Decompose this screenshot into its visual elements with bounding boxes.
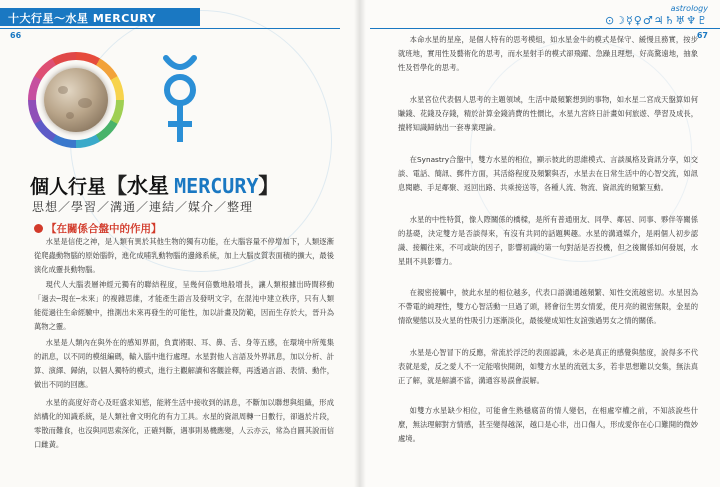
title-planet-zh: 水星 [127,173,170,198]
body-paragraph: 現代人大腦表層神經元獨有的聯結程度，呈幾何倍數地般增長，讓人類根據出時間移動「過去─現在─未來」的複雜思維，才能產生語言及發明文字，在混沌中建立秩序，只有人類能從過往生命經驗中，推測出未來再發生的可能性，加以計畫及防範，因而生存於大，晉升為萬物之靈。 [34,280,334,332]
page-number-left: 66 [10,31,22,40]
header-rule-left [0,28,340,29]
title-bracket-open: 【 [106,173,128,198]
body-paragraph: 在Synastry合盤中，雙方水星的相位，顯示彼此的思維模式、言談風格及資訊分享，如交談、電話、簡訊、郵件方面，其活絡程度及頻繁與否，水星去在日常生活中的心智交流，如訊息閱聽、手足鄰聚、返回出路、共乘接送等，各種人流、物流、資訊流的頻繁互動。 [398,155,698,193]
book-gutter [354,0,366,487]
title-bracket-close: 】 [258,173,280,198]
page-title [30,170,279,200]
body-paragraph: 水星是信使之神，是人類有異於其他生物的獨有功能，在大腦容量不停增加下，人類逐漸從爬蟲動物腦的原始腦幹，進化成哺乳動物腦的邊緣系統，加上大腦皮質表面積的擴大，最後演化成靈長動物腦。 [34,237,334,275]
body-paragraph: 本命水星的星座，是個人特有的思考模組，如水星金牛的模式是保守、緩慢且務實，按步就班地，實用性及藝術化的思考，而水星射手的模式卻飛躍、急躁且理想，好高騖遠地，抽象性及哲學化的思考。 [398,35,698,73]
body-paragraph: 水星是心智冒下的反應，常流於浮泛的表面認識，未必是真正的感覺與態度，說得多不代表就是愛，反之愛人不一定能嘻快開朗，如雙方水星的流剋太多，若非思想難以交集，無法真正了解，就是解讀不當，溝通容易誤會誤解。 [398,348,698,386]
section-bullet-icon [34,224,43,233]
title-category: 個人行星 [30,176,107,198]
mercury-symbol-icon [160,54,200,150]
body-paragraph: 如雙方水星缺少相位，可能會生熟穩腐苗的情人變侶，在相處窄權之前，不知該說些什麼，無法理解對方情感，甚至變得越深，越口是心非，出口傷人，形成愛你在心口難開的微妙處境。 [398,406,698,444]
keywords-line: 思想／學習／溝通／連結／媒介／整理 [32,200,254,214]
chapter-header-title: 十大行星～水星 MERCURY [8,12,157,25]
brand-word: astrology [670,4,708,13]
crater-mark [66,112,74,119]
body-paragraph: 水星的高度好奇心及旺盛求知慾，能將生活中接收到的訊息，不斷加以聯想與組織，形成結構化的知識系統，是人類社會文明化的有力工具。水星的資訊周轉一日數行，卻過於片段，零散而難食，也沒與同思索深化，正確判斷，遇事則易機應變，人云亦云，常為自圓其說而信口雌黃。 [34,398,334,450]
body-paragraph: 在親密接觸中，彼此水星的相位越多，代表口語溝通越頻繁、知性交流越密切。水星因為不帶電的純理性，雙方心智活動一旦過了頭，將會衍生男女情愛，使月亮的親密無限，金星的情欲變態以及火星的性吸引力逐漸淡化，最後變成知性友誼強過男女之情的關係。 [398,288,698,326]
mercury-planet-image [44,68,108,132]
title-planet-en: MERCURY [174,174,259,198]
crater-mark [58,86,68,94]
page-number-right: 67 [696,31,708,40]
body-paragraph: 水星的中性特質，像人際關係的橋樑，是所有普通朋友、同學、鄰居、同事、夥伴等關係的基礎，決定雙方是否談得來，有沒有共同的話題興趣。水星的溝通媒介，是兩個人初步認識、接觸往來，不可或缺的因子，影響初識的第一句對話是否投機，但之後關係如何發展，水星則不具影響力。 [398,215,698,267]
body-paragraph: 水星是人類內在與外在的感知界面，負責將眼、耳、鼻、舌、身等五感，在環境中所蒐集的訊息，以不同的模組編碼，輸入腦中進行處理。水星對他人言語及外界訊息，加以分析、計算、演繹、歸納，以個人獨特的模式，進行主觀解讀和客觀詮釋，再透過言語、表情、動作，做出不同的回應。 [34,338,334,390]
body-paragraph: 水星宮位代表個人思考的主題領域，生活中最頻繁想到的事物，如水星二宮成天盤算如何賺錢、花錢及存錢，精於計算金錢消費的性價比，水星九宮終日計畫如何旅遊、學習及成長，擅將知識歸納出一套專業理論。 [398,95,698,133]
crater-mark [78,98,92,108]
section-heading [34,221,162,236]
planet-glyphs-banner: ⊙☽☿♀♂♃♄♅♆♇ [604,14,708,27]
section-heading-text: 【在關係合盤中的作用】 [46,223,162,235]
header-rule-right [370,28,720,29]
